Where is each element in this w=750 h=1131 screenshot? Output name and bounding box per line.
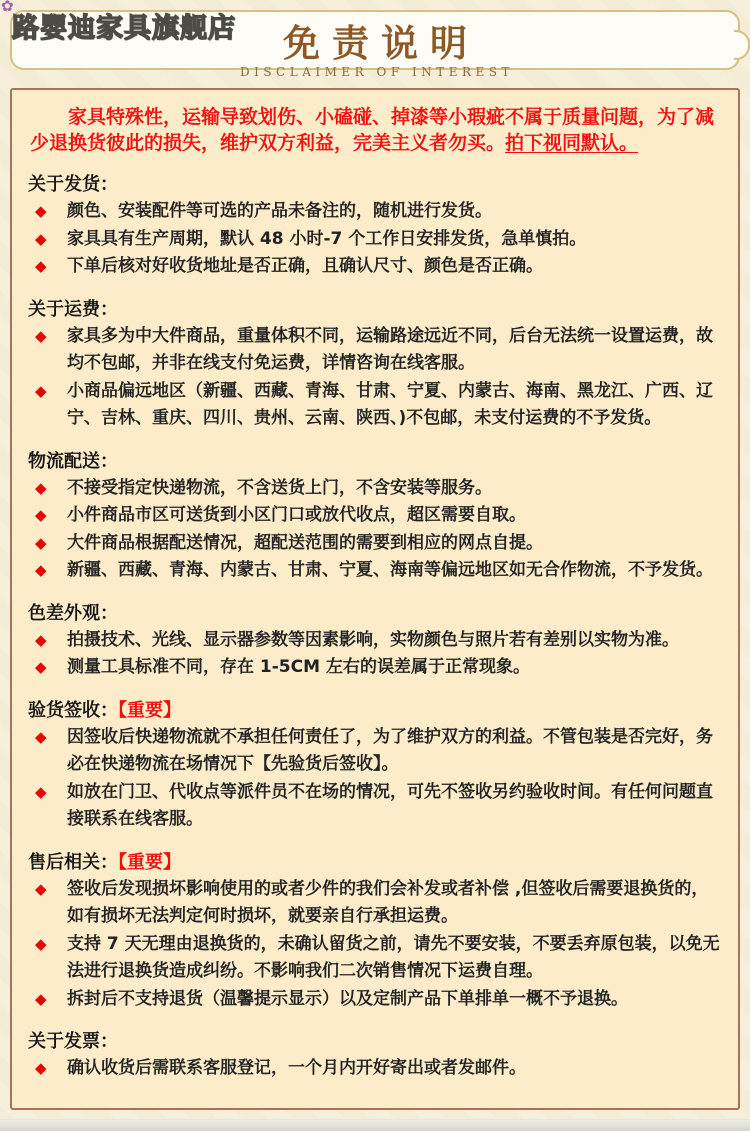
bottom-strip — [0, 1119, 750, 1131]
important-tag: 【重要】 — [118, 699, 181, 721]
disclaimer-intro-underlined: 拍下视同默认。 — [505, 132, 639, 154]
bullet-item — [28, 226, 722, 254]
diamond-bullet-icon: ◆ — [35, 782, 47, 801]
bullet-item-text: 确认收货后需联系客服登记，一个月内开好寄出或者发邮件。 — [67, 1058, 526, 1078]
bullet-item — [28, 198, 722, 226]
bullet-item — [28, 530, 722, 558]
diamond-bullet-icon: ◆ — [35, 478, 47, 497]
bullet-item — [28, 557, 722, 585]
bullet-item — [28, 724, 722, 779]
section-title — [28, 1028, 722, 1055]
bullet-item — [28, 627, 722, 655]
bullet-item — [28, 1055, 722, 1083]
disclaimer-intro — [30, 104, 720, 156]
section-title-text: 关于发货： — [28, 174, 118, 195]
diamond-bullet-icon: ◆ — [35, 257, 47, 275]
section-title-text: 售后相关： — [28, 851, 118, 873]
section-title — [28, 171, 722, 198]
section-title-text: 关于运费： — [28, 298, 118, 320]
bullet-item — [28, 986, 722, 1014]
bullet-item-text: 大件商品根据配送情况，超配送范围的需要到相应的网点自提。 — [67, 532, 543, 553]
section-title-text: 色差外观： — [28, 602, 118, 624]
section — [28, 1028, 722, 1083]
diamond-bullet-icon: ◆ — [35, 934, 47, 953]
diamond-bullet-icon: ◆ — [35, 533, 47, 552]
bullet-item-text: 支持 7 天无理由退换货的，未确认留货之前，请先不要安装，不要丢弃原包装，以免无法进行退换货造成纠纷。不影响我们二次销售情况下运费自理。 — [67, 933, 720, 981]
bullet-item — [28, 931, 722, 986]
section-title — [28, 296, 722, 323]
bullet-item — [28, 654, 722, 682]
diamond-bullet-icon: ◆ — [35, 727, 47, 746]
page-title: 免责说明 — [283, 21, 479, 65]
sections-container — [28, 171, 722, 1083]
bullet-item — [28, 876, 722, 931]
diamond-bullet-icon: ◆ — [35, 989, 47, 1008]
bullet-item-text: 测量工具标准不同，存在 1-5CM 左右的误差属于正常现象。 — [67, 657, 530, 677]
section-title-text: 验货签收： — [28, 699, 118, 721]
bullet-item-text: 家具具有生产周期，默认 48 小时-7 个工作日安排发货，急单慎拍。 — [67, 228, 587, 249]
bullet-item-text: 小商品偏远地区（新疆、西藏、青海、甘肃、宁夏、内蒙古、海南、黑龙江、广西、辽宁、吉林、重庆、四川、贵州、云南、陕西、)不包邮，未支付运费的不予发货。 — [67, 380, 713, 428]
diamond-bullet-icon: ◆ — [35, 561, 47, 579]
diamond-bullet-icon: ◆ — [35, 381, 47, 400]
section — [28, 171, 722, 281]
bullet-item — [28, 323, 722, 378]
section-title — [28, 849, 722, 876]
bullet-item — [28, 779, 722, 834]
diamond-bullet-icon: ◆ — [35, 326, 47, 345]
important-tag: 【重要】 — [118, 851, 181, 873]
corner-flower-icon: ✿ — [1, 0, 14, 15]
bullet-item — [28, 253, 722, 281]
diamond-bullet-icon: ◆ — [35, 658, 47, 676]
section-title — [28, 697, 722, 724]
section — [28, 600, 722, 682]
bullet-item-text: 拍摄技术、光线、显示器参数等因素影响，实物颜色与照片若有差别以实物为准。 — [67, 629, 679, 650]
disclaimer-intro-text: 家具特殊性，运输导致划伤、小磕碰、掉漆等小瑕疵不属于质量问题，为了减少退换货彼此的损失，维护双方利益，完美主义者勿买。 — [30, 106, 715, 154]
diamond-bullet-icon: ◆ — [35, 229, 47, 248]
bullet-item-text: 家具多为中大件商品，重量体积不同，运输路途远近不同，后台无法统一设置运费，故均不包邮，并非在线支付免运费，详情咨询在线客服。 — [67, 325, 713, 373]
bullet-item-text: 签收后发现损坏影响使用的或者少件的我们会补发或者补偿 ,但签收后需要退换货的，如有损坏无法判定何时损坏，就要亲自行承担运费。 — [67, 878, 709, 926]
section — [28, 448, 722, 585]
bullet-item — [28, 502, 722, 530]
bullet-item-text: 拆封后不支持退货（温馨提示显示）以及定制产品下单排单一概不予退换。 — [67, 988, 628, 1009]
diamond-bullet-icon: ◆ — [35, 202, 47, 220]
bullet-item — [28, 475, 722, 503]
section — [28, 697, 722, 834]
bullet-item-text: 如放在门卫、代收点等派件员不在场的情况，可先不签收另约验收时间。有任何问题直接联系在线客服。 — [67, 781, 713, 829]
section — [28, 296, 722, 433]
bullet-item-text: 新疆、西藏、青海、内蒙古、甘肃、宁夏、海南等偏远地区如无合作物流，不予发货。 — [67, 560, 713, 580]
bullet-item-text: 下单后核对好收货地址是否正确，且确认尺寸、颜色是否正确。 — [67, 256, 543, 276]
bullet-item-text: 不接受指定快递物流，不含送货上门，不含安装等服务。 — [67, 477, 492, 498]
diamond-bullet-icon: ◆ — [35, 506, 47, 524]
section-title — [28, 600, 722, 627]
bullet-item — [28, 378, 722, 433]
bullet-item-text: 小件商品市区可送货到小区门口或放代收点，超区需要自取。 — [67, 505, 526, 525]
diamond-bullet-icon: ◆ — [35, 879, 47, 898]
page-subtitle: DISCLAIMER OF INTEREST — [239, 64, 515, 79]
section-title-text: 物流配送： — [28, 450, 118, 472]
store-watermark: 路婴迪家具旗舰店 — [12, 13, 236, 44]
section-title-text: 关于发票： — [28, 1031, 118, 1052]
diamond-bullet-icon: ◆ — [35, 630, 47, 649]
content-box — [10, 88, 740, 1110]
bullet-item-text: 因签收后快递物流就不承担任何责任了，为了维护双方的利益。不管包装是否完好，务必在快递物流在场情况下【先验货后签收】。 — [67, 726, 713, 774]
section — [28, 849, 722, 1014]
diamond-bullet-icon: ◆ — [35, 1059, 47, 1077]
bullet-item-text: 颜色、安装配件等可选的产品未备注的，随机进行发货。 — [67, 201, 492, 221]
section-title — [28, 448, 722, 475]
